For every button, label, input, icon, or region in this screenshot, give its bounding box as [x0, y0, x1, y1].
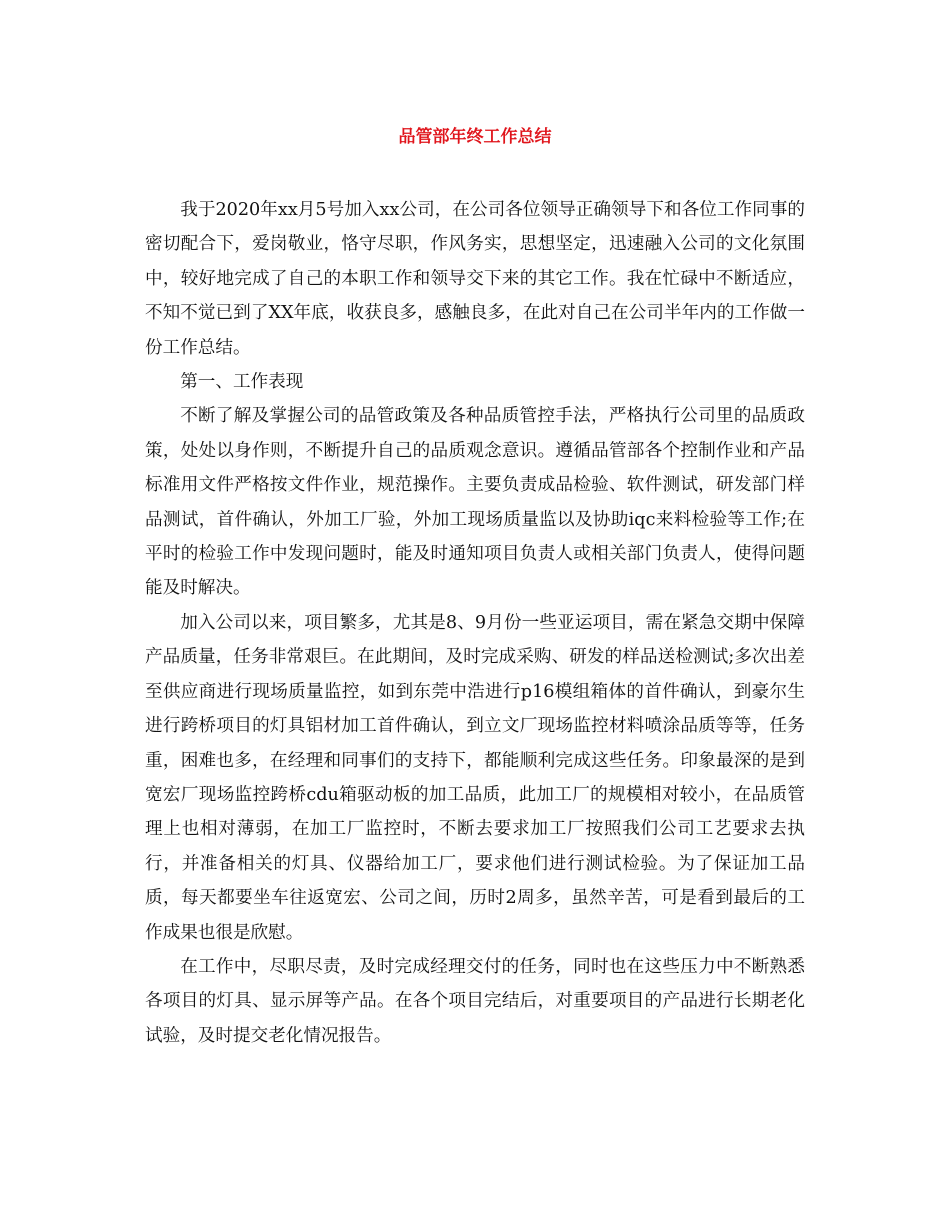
document-title: 品管部年终工作总结 [398, 127, 552, 147]
paragraph-duties: 在工作中，尽职尽责，及时完成经理交付的任务，同时也在这些压力中不断熟悉各项目的灯具、显示屏等产品。在各个项目完结后，对重要项目的产品进行长期老化试验，及时提交老化情况报告。 [145, 956, 805, 1046]
paragraph-intro: 我于2020年xx月5号加入xx公司，在公司各位领导正确领导下和各位工作同事的密切配合下，爱岗敬业，恪守尽职，作风务实，思想坚定，迅速融入公司的文化氛围中，较好地完成了自己的本职工作和领导交下来的其它工作。我在忙碌中不断适应，不知不觉已到了XX年底，收获良多，感触良多，在此对自己在公司半年内的工作做一份工作总结。 [145, 200, 805, 358]
section-heading-work-performance: 第一、工作表现 [180, 372, 304, 393]
paragraph-quality-policy: 不断了解及掌握公司的品管政策及各种品质管控手法，严格执行公司里的品质政策，处处以身作则，不断提升自己的品质观念意识。遵循品管部各个控制作业和产品标准用文件严格按文件作业，规范操作。主要负责成品检验、软件测试，研发部门样品测试，首件确认，外加工厂验，外加工现场质量监以及协助iqc来料检验等工作;在平时的检验工作中发现问题时，能及时通知项目负责人或相关部门负责人，使得问题能及时解决。 [145, 406, 805, 599]
paragraph-projects: 加入公司以来，项目繁多，尤其是8、9月份一些亚运项目，需在紧急交期中保障产品质量，任务非常艰巨。在此期间，及时完成采购、研发的样品送检测试;多次出差至供应商进行现场质量监控，如到东莞中浩进行p16模组箱体的首件确认，到豪尔生进行跨桥项目的灯具铝材加工首件确认，到立文厂现场监控材料喷涂品质等等，任务重，困难也多，在经理和同事们的支持下，都能顺利完成这些任务。印象最深的是到宽宏厂现场监控跨桥cdu箱驱动板的加工品质，此加工厂的规模相对较小，在品质管理上也相对薄弱，在加工厂监控时，不断去要求加工厂按照我们公司工艺要求去执行，并准备相关的灯具、仪器给加工厂，要求他们进行测试检验。为了保证加工品质，每天都要坐车往返宽宏、公司之间，历时2周多，虽然辛苦，可是看到最后的工作成果也很是欣慰。 [145, 612, 805, 943]
document-body [145, 193, 805, 1053]
